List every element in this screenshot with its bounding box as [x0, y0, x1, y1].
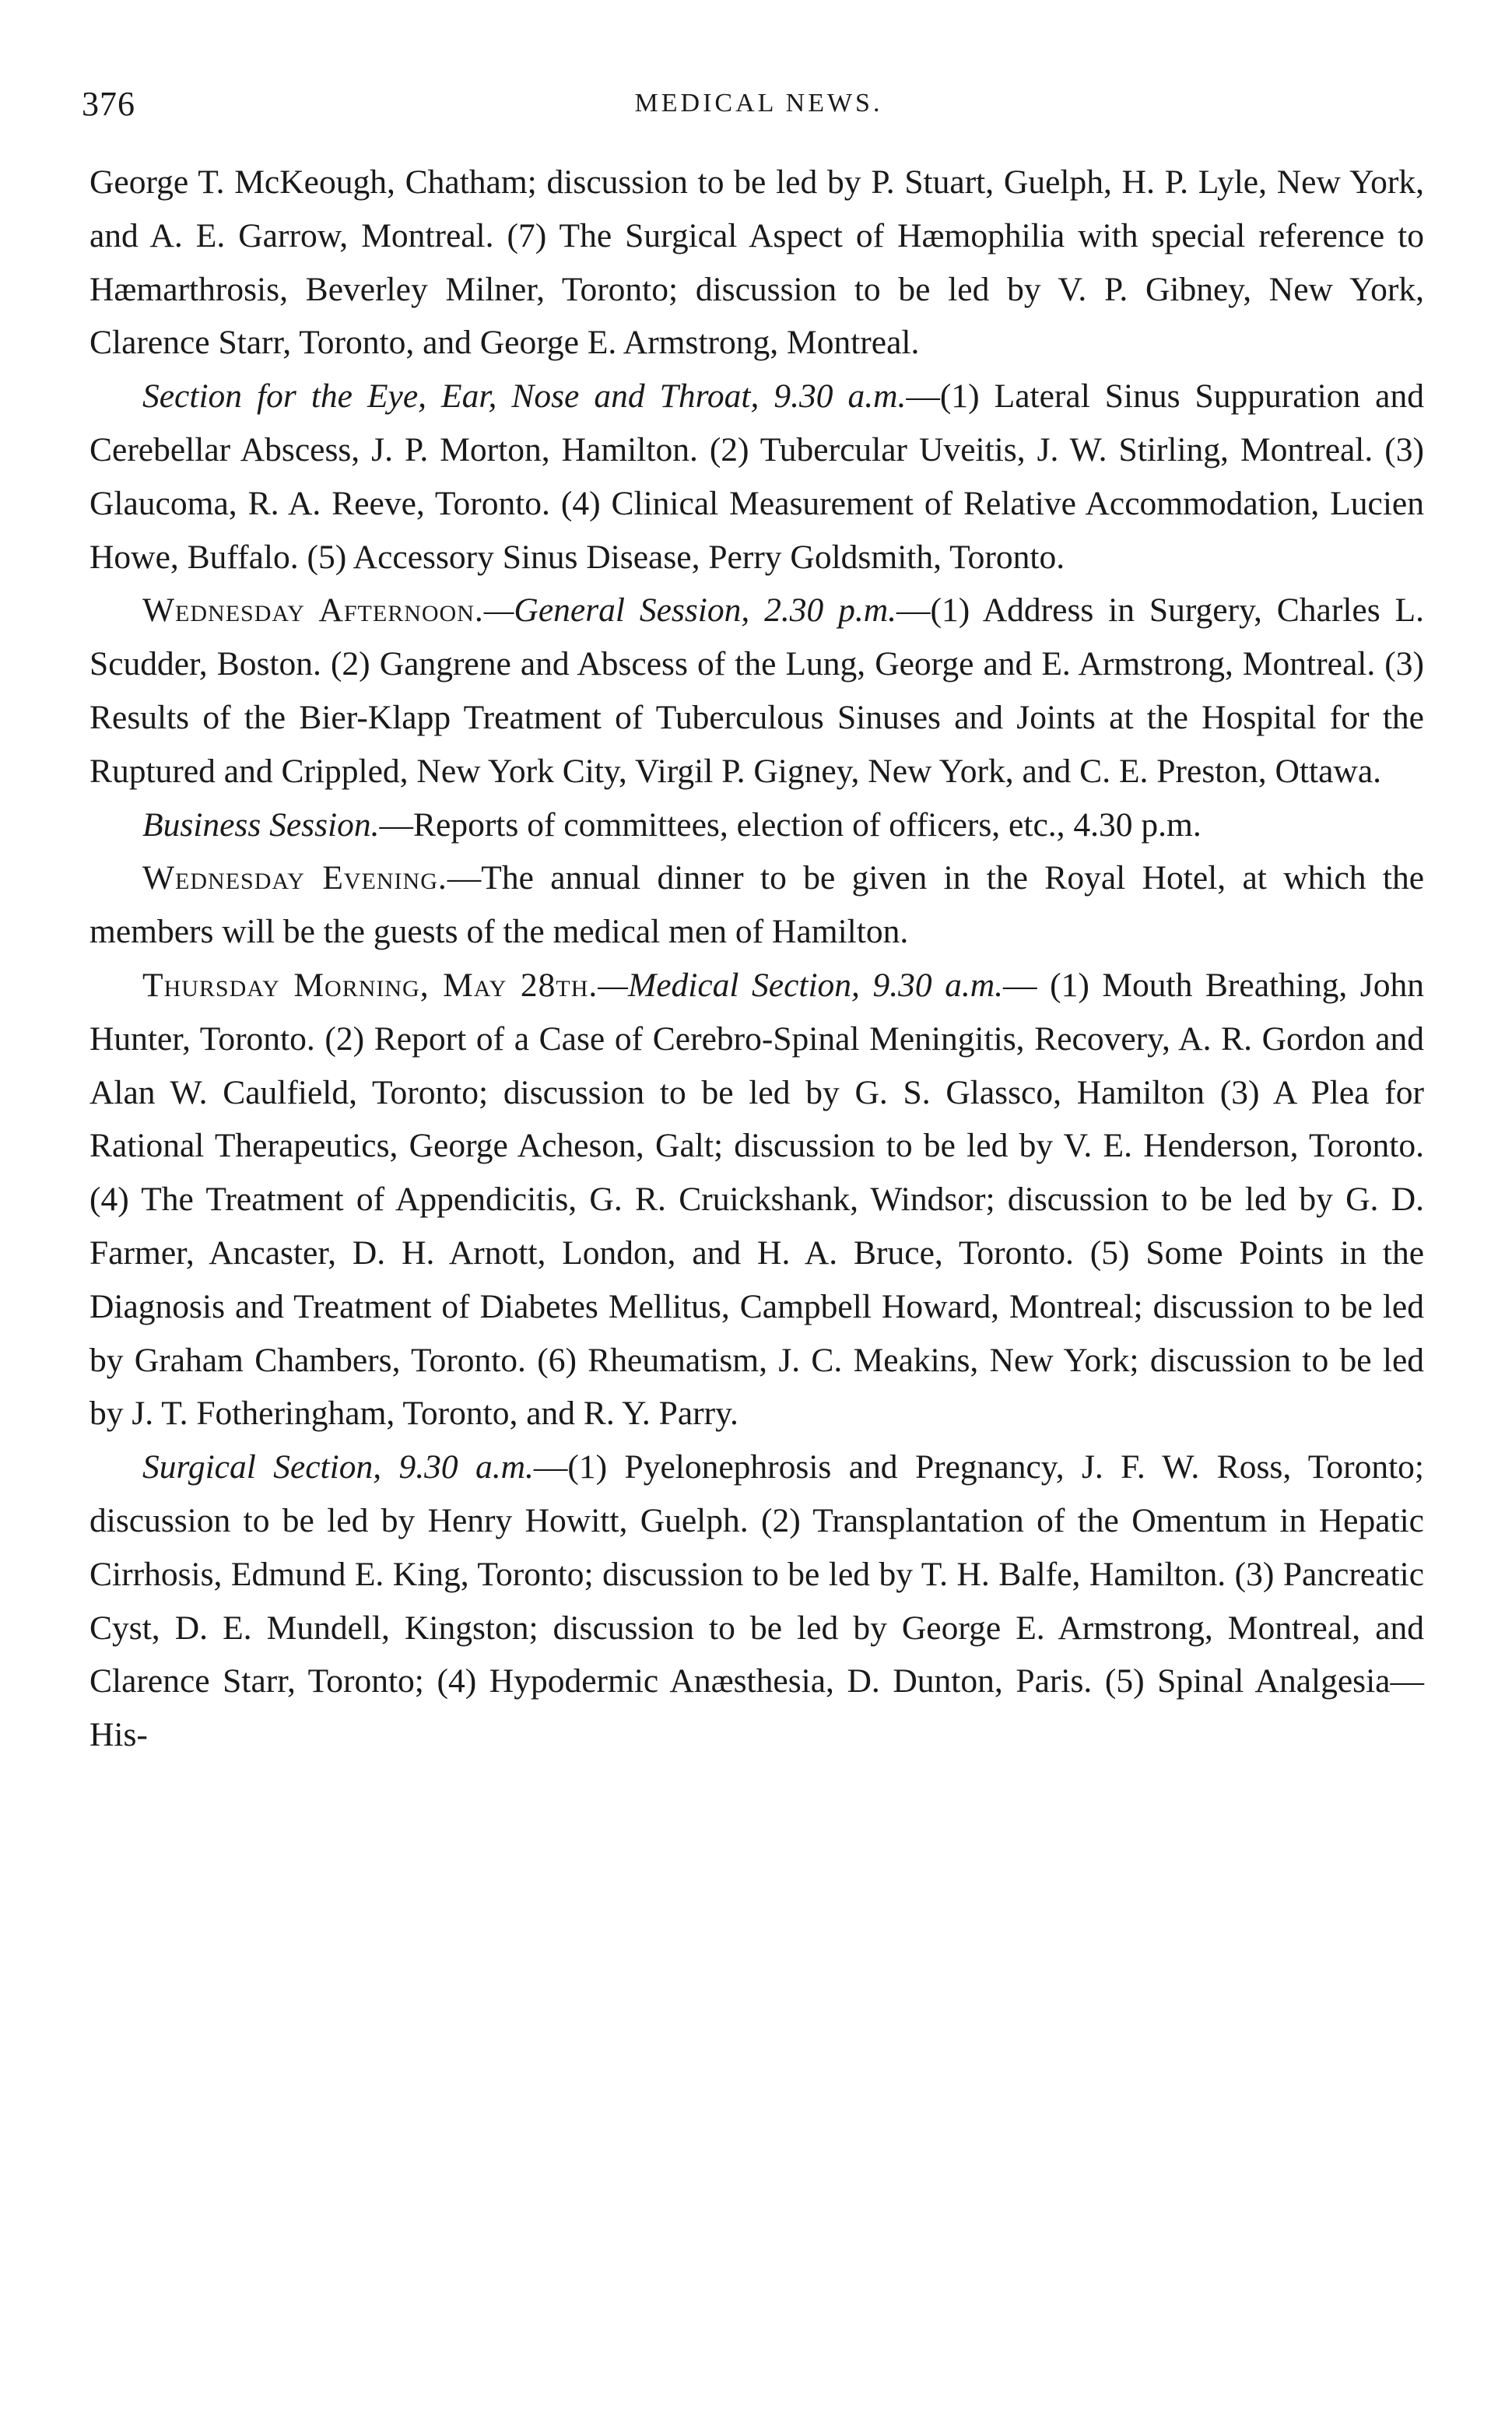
paragraph-text: — (1) Mouth Breathing, John Hunter, Toronto. (2) Report of a Case of Cerebro-Spinal Meningitis, Recovery, A. R. Gordon and Alan W. Caulfield, Toronto; discussion to be led by G. S. Glassco, Hamilton (3) A Plea for Rational Therapeutics, George Acheson, Galt; discussion to be led by V. E. Henderson, Toronto. (4) The Treatment of Appendicitis, G. R. Cruickshank, Windsor; discussion to be led by G. D. Farmer, Ancaster, D. H. Arnott, London, and H. A. Bruce, Toronto. (5) Some Points in the Diagnosis and Treatment of Diabetes Mellitus, Campbell Howard, Montreal; discussion to be led by Graham Chambers, Toronto. (6) Rheumatism, J. C. Meakins, New York; discussion to be led by J. T. Fotheringham, Toronto, and R. Y. Parry.	[89, 966, 1425, 1433]
article-body	[89, 156, 1424, 1762]
page-header	[82, 84, 1436, 131]
paragraph-continuation	[89, 156, 1424, 370]
section-heading: Surgical Section, 9.30 a.m.	[142, 1448, 534, 1486]
section-heading: Business Session.	[142, 805, 380, 844]
paragraph-text: George T. McKeough, Chatham; discussion to be led by P. Stuart, Guelph, H. P. Lyle, New York, and A. E. Garrow, Montreal. (7) The Surgical Aspect of Hæmophilia with special reference to Hæmarthrosis, Beverley Milner, Toronto; discussion to be led by V. P. Gibney, New York, Clarence Starr, Toronto, and George E. Armstrong, Montreal.	[89, 163, 1424, 362]
paragraph-eye-ear-section	[89, 370, 1424, 584]
paragraph-text: —(1) Lateral Sinus Suppuration and Cerebellar Abscess, J. P. Morton, Hamilton. (2) Tubercular Uveitis, J. W. Stirling, Montreal. (3) Glaucoma, R. A. Reeve, Toronto. (4) Clinical Measurement of Relative Accommodation, Lucien Howe, Buffalo. (5) Accessory Sinus Disease, Perry Goldsmith, Toronto.	[89, 377, 1424, 576]
paragraph-text: —(1) Address in Surgery, Charles L. Scudder, Boston. (2) Gangrene and Abscess of the Lung, George and E. Armstrong, Montreal. (3) Results of the Bier-Klapp Treatment of Tuberculous Sinuses and Joints at the Hospital for the Ruptured and Crippled, New York City, Virgil P. Gigney, New York, and C. E. Preston, Ottawa.	[89, 591, 1424, 790]
paragraph-text: —The annual dinner to be given in the Royal Hotel, at which the members will be the guests of the medical men of Hamilton.	[89, 859, 1424, 951]
paragraph-wednesday-afternoon	[89, 584, 1424, 798]
paragraph-text: —Reports of committees, election of officers, etc., 4.30 p.m.	[379, 805, 1202, 844]
section-heading: —Medical Section, 9.30 a.m.	[598, 966, 1004, 1004]
page-number: 376	[82, 85, 135, 123]
session-lead: Wednesday Afternoon.	[142, 591, 484, 630]
running-head: MEDICAL NEWS.	[634, 89, 883, 118]
paragraph-business-session	[89, 798, 1424, 852]
session-lead: Thursday Morning, May 28th.	[142, 966, 598, 1004]
paragraph-surgical-section	[89, 1441, 1424, 1762]
section-heading: Section for the Eye, Ear, Nose and Throat, 9.30 a.m.	[142, 377, 907, 416]
paragraph-text: —(1) Pyelonephrosis and Pregnancy, J. F. W. Ross, Toronto; discussion to be led by Henry Howitt, Guelph. (2) Transplantation of the Omentum in Hepatic Cirrhosis, Edmund E. King, Toronto; discussion to be led by T. H. Balfe, Hamilton. (3) Pancreatic Cyst, D. E. Mundell, Kingston; discussion to be led by George E. Armstrong, Montreal, and Clarence Starr, Toronto; (4) Hypodermic Anæsthesia, D. Dunton, Paris. (5) Spinal Analgesia—His-	[89, 1448, 1424, 1754]
paragraph-wednesday-evening	[89, 851, 1424, 959]
session-lead: Wednesday Evening.	[142, 859, 447, 897]
paragraph-thursday-morning	[89, 959, 1424, 1441]
section-heading: —General Session, 2.30 p.m.	[483, 591, 897, 630]
